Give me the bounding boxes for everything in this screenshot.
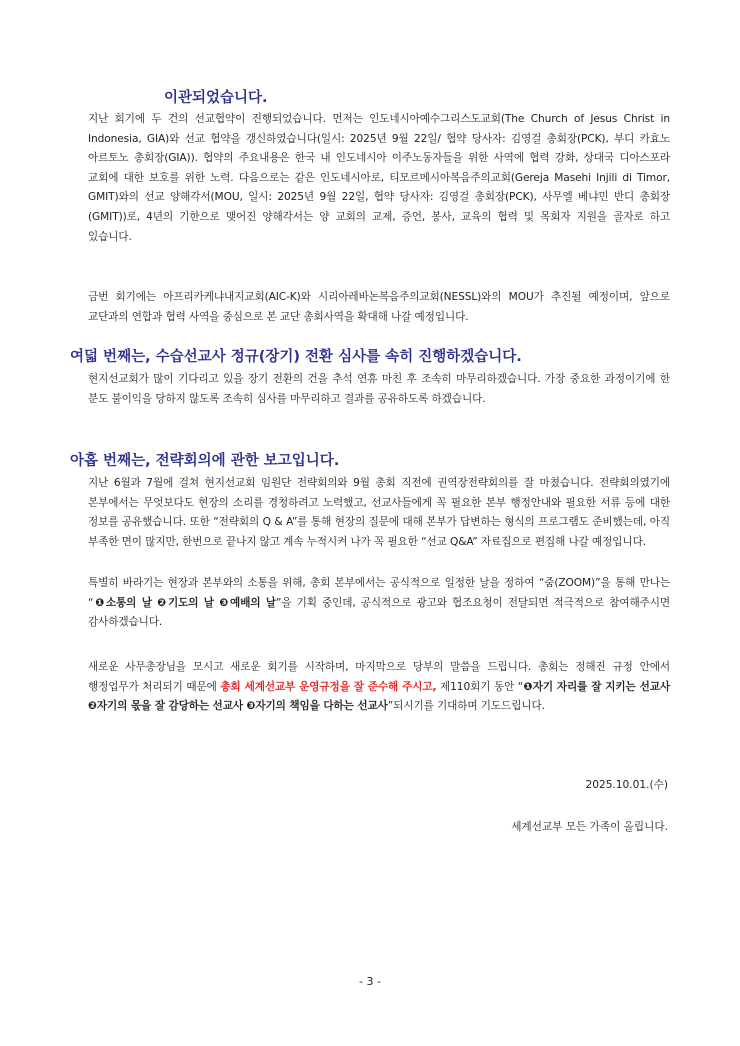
paragraph-text: 새로운 사무총장님을 모시고 새로운 회기를 시작하며, 마지막으로 당부의 말씀을 드립니다. 총회는 정해진 규정 안에서 행정업무가 처리되기 때문에 xyxy=(88,661,670,693)
paragraph-mission-agreements xyxy=(88,110,670,247)
paragraph-upcoming-mou xyxy=(88,288,670,327)
paragraph-text: 지난 6월과 7월에 걸쳐 현지선교회 임원단 전략회의와 9월 총회 직전에 권역장전략회의를 잘 마쳤습니다. 전략회의였기에 본부에서는 무엇보다도 현장의 소리를 경청하려고 노력했고, 선교사들에게 꼭 필요한 본부 행정안내와 필요한 서류 등에 대한 정보를 공유했습니다. 또한 “전략회의 Q & A”를 통해 현장의 질문에 대해 본부가 답변하는 형식의 프로그램도 준비했는데, 아직 부족한 면이 많지만, 한번으로 끝나지 않고 계속 누적시켜 나가 꼭 필요한 “선교 Q&A” 자료집으로 편집해 나갈 예정입니다. xyxy=(88,477,670,548)
section-heading-eighth: 여덟 번째는, 수습선교사 정규(장기) 전환 심사를 속히 진행하겠습니다. xyxy=(70,349,522,365)
document-date: 2025.10.01.(수) xyxy=(585,779,668,791)
paragraph-text: ”을 기획 중인데, 공식적으로 광고와 협조요청이 전달되면 적극적으로 참여해주시면 감사하겠습니다. xyxy=(88,596,670,629)
paragraph-text: 특별히 바라기는 현장과 본부와의 소통을 위해, 총회 본부에서는 공식적으로 일정한 날을 정하여 “줌(ZOOM)”을 통해 만나는 “ xyxy=(88,577,670,609)
paragraph-zoom-days xyxy=(88,574,670,633)
bold-days-list: ❶소통의 날 ❷기도의 날 ❸예배의 날 xyxy=(93,596,277,609)
paragraph-text: ”되시기를 기대하며 기도드립니다. xyxy=(387,700,545,713)
paragraph-strategy-meetings xyxy=(88,474,670,552)
paragraph-text: 금번 회기에는 아프리카케냐내지교회(AIC-K)와 시리아레바논복음주의교회(NESSL)와의 MOU가 추진될 예정이며, 앞으로 교단과의 연합과 협력 사역을 중심으로 본 교단 총회사역을 확대해 나갈 예정입니다. xyxy=(88,291,670,323)
paragraph-text: 현지선교회가 많이 기다리고 있을 장기 전환의 건을 추석 연휴 마친 후 조속히 마무리하겠습니다. 가장 중요한 과정이기에 한 분도 불이익을 당하지 않도록 조속히 심사를 마무리하고 결과를 공유하도록 하겠습니다. xyxy=(88,373,670,405)
section-heading-ninth: 아홉 번째는, 전략회의에 관한 보고입니다. xyxy=(70,453,340,469)
paragraph-text: 지난 회기에 두 건의 선교협약이 진행되었습니다. 먼저는 인도네시아예수그리스도교회(The Church of Jesus Christ in Indonesia, GIA)와 선교 협약을 갱신하였습니다(일시: 2025년 9월 22일/ 협약 당사자: 김영걸 총회장(PCK), 부디 카효노 아르토노 총회장(GIA)). 협약의 주요내용은 한국 내 인도네시아 이주노동자들을 위한 사역에 협력 강화, 상대국 디아스포라 교회에 대한 보호를 위한 노력. 다음으로는 같은 인도네시아로, 티모르메시아복음주의교회(Gereja Masehi Injili di Timor, GMIT)와의 선교 양해각서(MOU, 일시: 2025년 9월 22일, 협약 당사자: 김영걸 총회장(PCK), 사무엘 베냐민 반디 총회장(GMIT))로, 4년의 기한으로 맺어진 양해각서는 양 교회의 교제, 증언, 봉사, 교육의 협력 및 목회자 지원을 골자로 하고 있습니다. xyxy=(88,113,670,243)
paragraph-conversion-review xyxy=(88,370,670,409)
paragraph-closing xyxy=(88,658,670,717)
section-heading-transfer: 이관되었습니다. xyxy=(164,90,268,106)
paragraph-text: 제110회기 동안 “ xyxy=(436,680,524,693)
bold-missionary-list: ❶자기 자리를 잘 지키는 선교사 ❷자기의 몫을 잘 감당하는 선교사 ❸자기의 책임을 다하는 선교사 xyxy=(88,680,670,713)
page-number: - 3 - xyxy=(359,975,381,988)
highlighted-rule-text: 총회 세계선교부 운영규정을 잘 준수해 주시고, xyxy=(220,680,437,693)
signature-line: 세계선교부 모든 가족이 올립니다. xyxy=(511,821,668,833)
